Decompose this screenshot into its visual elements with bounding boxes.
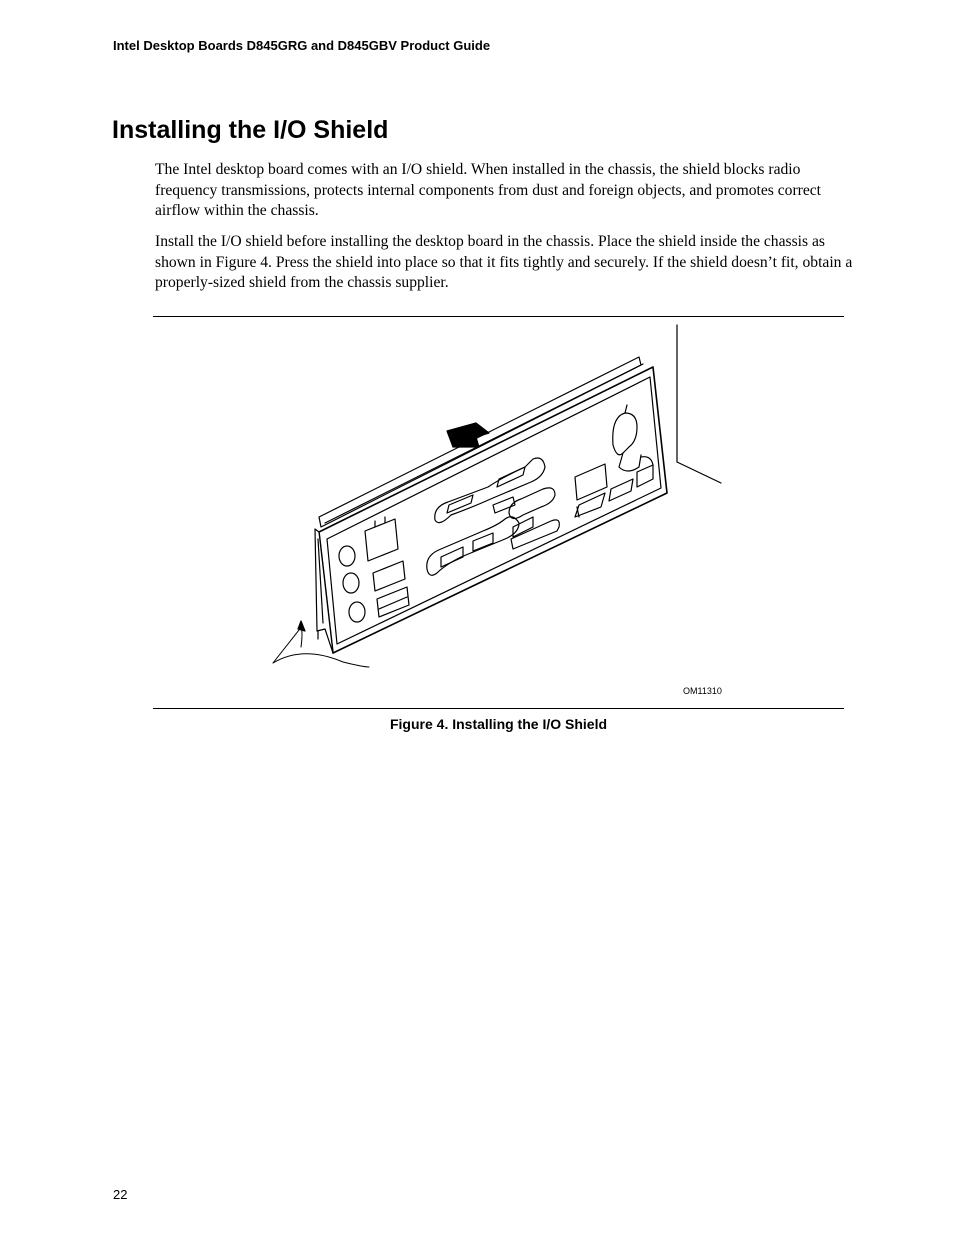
paragraph-install-instructions: Install the I/O shield before installing the desktop board in the chassis. Place the shield inside the chassis as shown in Figure 4. Press the shield into place so that it fits tightly and securely. If the shield doesn’t fit, obtain a properly-sized shield from the chassis supplier. — [155, 233, 853, 291]
io-shield — [315, 357, 667, 653]
io-shield-illustration — [153, 317, 844, 707]
section-title: Installing the I/O Shield — [112, 116, 389, 144]
figure-reference-id: OM11310 — [683, 686, 722, 696]
figure-caption: Figure 4. Installing the I/O Shield — [389, 716, 608, 732]
paragraph-intro: The Intel desktop board comes with an I/O shield. When installed in the chassis, the shield blocks radio frequency transmissions, protects internal components from dust and foreign objects, and promotes correct airflow within the chassis. — [155, 161, 822, 219]
page-number: 22 — [113, 1187, 128, 1202]
running-header: Intel Desktop Boards D845GRG and D845GBV Product Guide — [113, 38, 491, 53]
figure-bottom-rule — [153, 708, 844, 709]
